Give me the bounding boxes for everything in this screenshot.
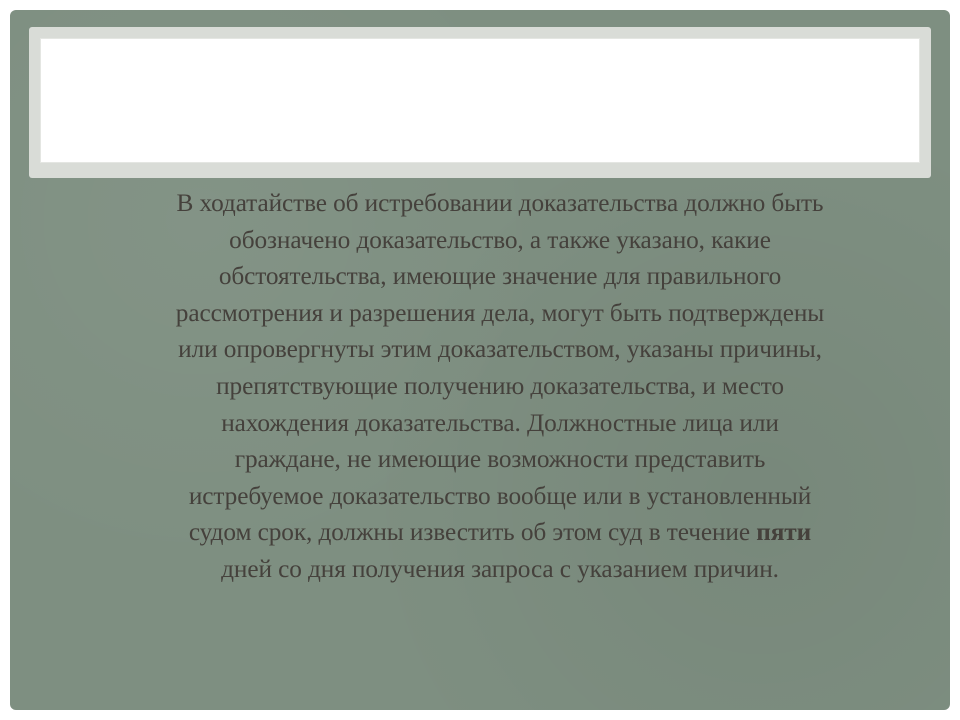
body-line-text: судом срок, должны известить об этом суд в течение — [188, 518, 757, 547]
body-line: граждане, не имеющие возможности представить — [234, 445, 766, 474]
title-placeholder-frame — [29, 27, 931, 178]
body-line: В ходатайстве об истребовании доказательства должно быть — [176, 189, 824, 217]
emphasized-word: пяти — [756, 518, 812, 547]
body-line: препятствующие получению доказательства, и место — [216, 371, 784, 400]
body-line: истребуемое доказательство вообще или в установленный — [188, 481, 812, 510]
body-line: или опровергнуты этим доказательством, указаны причины, — [178, 335, 822, 364]
body-line: нахождения доказательства. Должностные лица или — [221, 408, 779, 437]
body-line-with-emphasis — [60, 514, 940, 551]
body-text — [60, 185, 940, 588]
body-line: обозначено доказательство, а также указано, какие — [229, 225, 771, 254]
body-line: рассмотрения и разрешения дела, могут быть подтверждены — [175, 298, 825, 327]
body-line: обстоятельства, имеющие значение для правильного — [218, 262, 782, 291]
title-placeholder — [40, 38, 920, 163]
body-line: дней со дня получения запроса с указанием причин. — [221, 554, 779, 583]
